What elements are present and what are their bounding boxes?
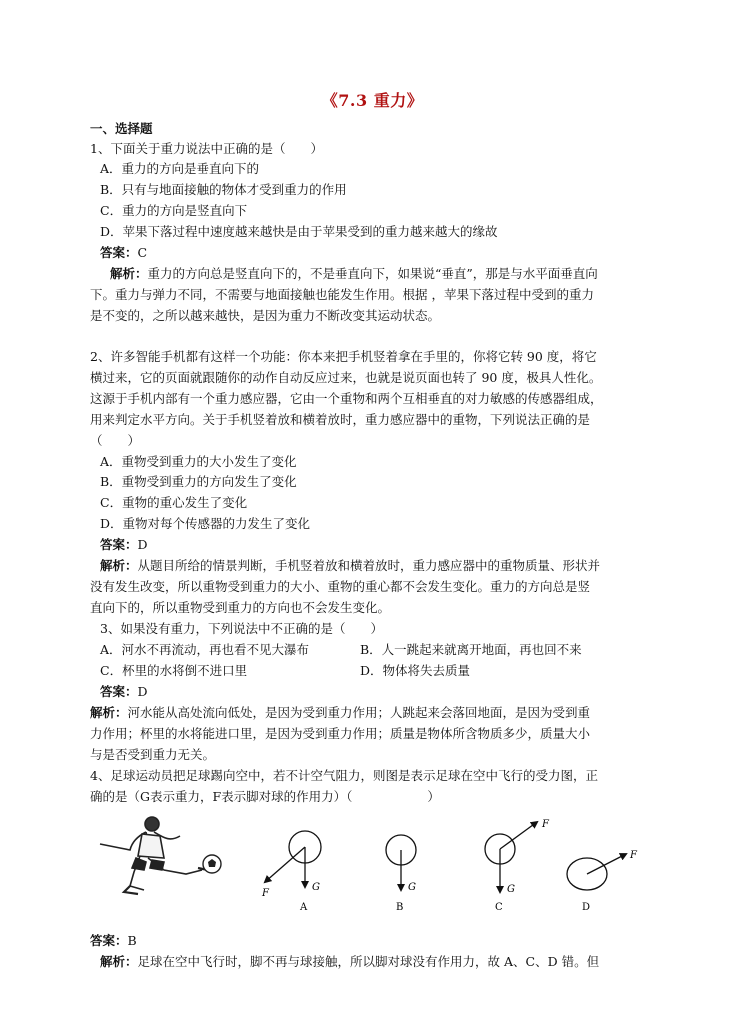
q3-option-d: D．物体将失去质量 xyxy=(360,663,471,678)
diagram-a-f-label: F xyxy=(262,888,269,899)
diagram-d-label: D xyxy=(582,902,591,913)
q3-option-c: C．杯里的水将倒不进口里 xyxy=(100,663,248,678)
q2-answer xyxy=(100,536,148,554)
q3-stem: 3、如果没有重力，下列说法中不正确的是（ ） xyxy=(100,621,383,636)
diagram-c xyxy=(485,819,550,913)
q2-option-b: B．重物受到重力的方向发生了变化 xyxy=(100,474,297,489)
q1-answer xyxy=(100,244,147,262)
q2-option-a: A．重物受到重力的大小发生了变化 xyxy=(100,454,297,469)
q4-analysis-label: 解析： xyxy=(100,954,138,969)
q2-answer-label: 答案： xyxy=(100,537,138,552)
q4-answer xyxy=(90,932,137,950)
diagram-a-g-label: G xyxy=(312,882,320,893)
q4-analysis-line-1 xyxy=(100,953,599,971)
q1-option-a: A．重力的方向是垂直向下的 xyxy=(100,161,260,176)
force-diagrams-figure xyxy=(90,812,650,922)
q4-analysis-text-1: 足球在空中飞行时，脚不再与球接触，所以脚对球没有作用力，故 A、C、D 错。但 xyxy=(137,954,600,969)
q2-analysis-line-3: 直向下的，所以重物受到重力的方向也不会发生变化。 xyxy=(90,600,391,615)
q3-analysis-line-3: 与是否受到重力无关。 xyxy=(90,747,216,762)
q4-stem-line-1: 4、足球运动员把足球踢向空中，若不计空气阻力，则图是表示足球在空中飞行的受力图，正 xyxy=(90,768,598,783)
diagram-d-f-label: F xyxy=(630,850,637,861)
q3-answer xyxy=(100,683,148,701)
section-heading: 一、选择题 xyxy=(90,121,153,136)
q2-stem-line-3: 这源于手机内部有一个重力感应器，它由一个重物和两个互相垂直的对力敏感的传感器组成， xyxy=(90,391,603,406)
diagram-c-f-label: F xyxy=(542,819,549,830)
q1-analysis-line-3: 是不变的，之所以越来越快，是因为重力不断改变其运动状态。 xyxy=(90,308,441,323)
soccer-ball-icon xyxy=(203,855,221,873)
q2-analysis-text-1: 从题目所给的情景判断，手机竖着放和横着放时，重力感应器中的重物质量、形状并 xyxy=(137,558,601,573)
q1-option-d: D．苹果下落过程中速度越来越快是由于苹果受到的重力越来越大的缘故 xyxy=(100,224,498,239)
diagram-c-g-label: G xyxy=(507,884,515,895)
q2-stem-line-1: 2、许多智能手机都有这样一个功能：你本来把手机竖着拿在手里的，你将它转 90 度，将它 xyxy=(90,349,597,364)
q1-option-c: C．重力的方向是竖直向下 xyxy=(100,203,248,218)
q2-stem-line-5: （ ） xyxy=(90,433,141,448)
q3-analysis-line-2: 力作用；杯里的水将能进口里，是因为受到重力作用；质量是物体所含物质多少，质量大小 xyxy=(90,726,591,741)
page-title: 《7.3 重力》 xyxy=(321,91,424,110)
q2-stem-line-2: 横过来，它的页面就跟随你的动作自动反应过来，也就是说页面也转了 90 度，极具人性化。 xyxy=(90,370,602,385)
q1-analysis-line-2: 下。重力与弹力不同，不需要与地面接触也能发生作用。根据 ，苹果下落过程中受到的重力 xyxy=(90,287,594,302)
q1-option-b: B．只有与地面接触的物体才受到重力的作用 xyxy=(100,182,347,197)
diagram-b xyxy=(386,835,416,913)
q1-answer-value: C xyxy=(137,245,148,260)
q2-option-d: D．重物对每个传感器的力发生了变化 xyxy=(100,516,311,531)
soccer-player-illustration xyxy=(100,817,208,894)
diagram-a-label: A xyxy=(300,902,308,913)
q1-analysis-line-1 xyxy=(110,265,598,283)
q2-analysis-line-1 xyxy=(100,557,600,575)
q3-answer-label: 答案： xyxy=(100,684,138,699)
q2-analysis-line-2: 没有发生改变，所以重物受到重力的大小、重物的重心都不会发生变化。重力的方向总是竖 xyxy=(90,579,591,594)
diagram-b-g-label: G xyxy=(408,882,416,893)
q4-answer-label: 答案： xyxy=(90,933,128,948)
q2-option-c: C．重物的重心发生了变化 xyxy=(100,495,248,510)
q2-stem-line-4: 用来判定水平方向。关于手机竖着放和横着放时，重力感应器中的重物，下列说法正确的是 xyxy=(90,412,591,427)
q4-answer-value: B xyxy=(127,933,137,948)
q3-option-a: A．河水不再流动，再也看不见大瀑布 xyxy=(100,642,310,657)
q1-stem: 1、下面关于重力说法中正确的是（ ） xyxy=(90,141,323,156)
diagram-b-label: B xyxy=(396,902,404,913)
q4-stem-line-2: 确的是（G表示重力，F表示脚对球的作用力）（ ） xyxy=(90,789,440,804)
diagram-d xyxy=(567,850,638,913)
q2-analysis-label: 解析： xyxy=(100,558,138,573)
q1-analysis-text-1: 重力的方向总是竖直向下的，不是垂直向下，如果说“垂直”，那是与水平面垂直向 xyxy=(147,266,598,281)
q3-analysis-line-1 xyxy=(90,704,590,722)
q2-answer-value: D xyxy=(137,537,148,552)
q3-analysis-text-1: 河水能从高处流向低处，是因为受到重力作用；人跳起来会落回地面，是因为受到重 xyxy=(127,705,591,720)
q3-option-b: B．人一跳起来就离开地面，再也回不来 xyxy=(360,642,582,657)
q3-answer-value: D xyxy=(137,684,148,699)
diagram-c-label: C xyxy=(495,902,503,913)
q3-analysis-label: 解析： xyxy=(90,705,128,720)
diagram-a xyxy=(261,831,321,913)
q1-answer-label: 答案： xyxy=(100,245,138,260)
q1-analysis-label: 解析： xyxy=(110,266,148,281)
